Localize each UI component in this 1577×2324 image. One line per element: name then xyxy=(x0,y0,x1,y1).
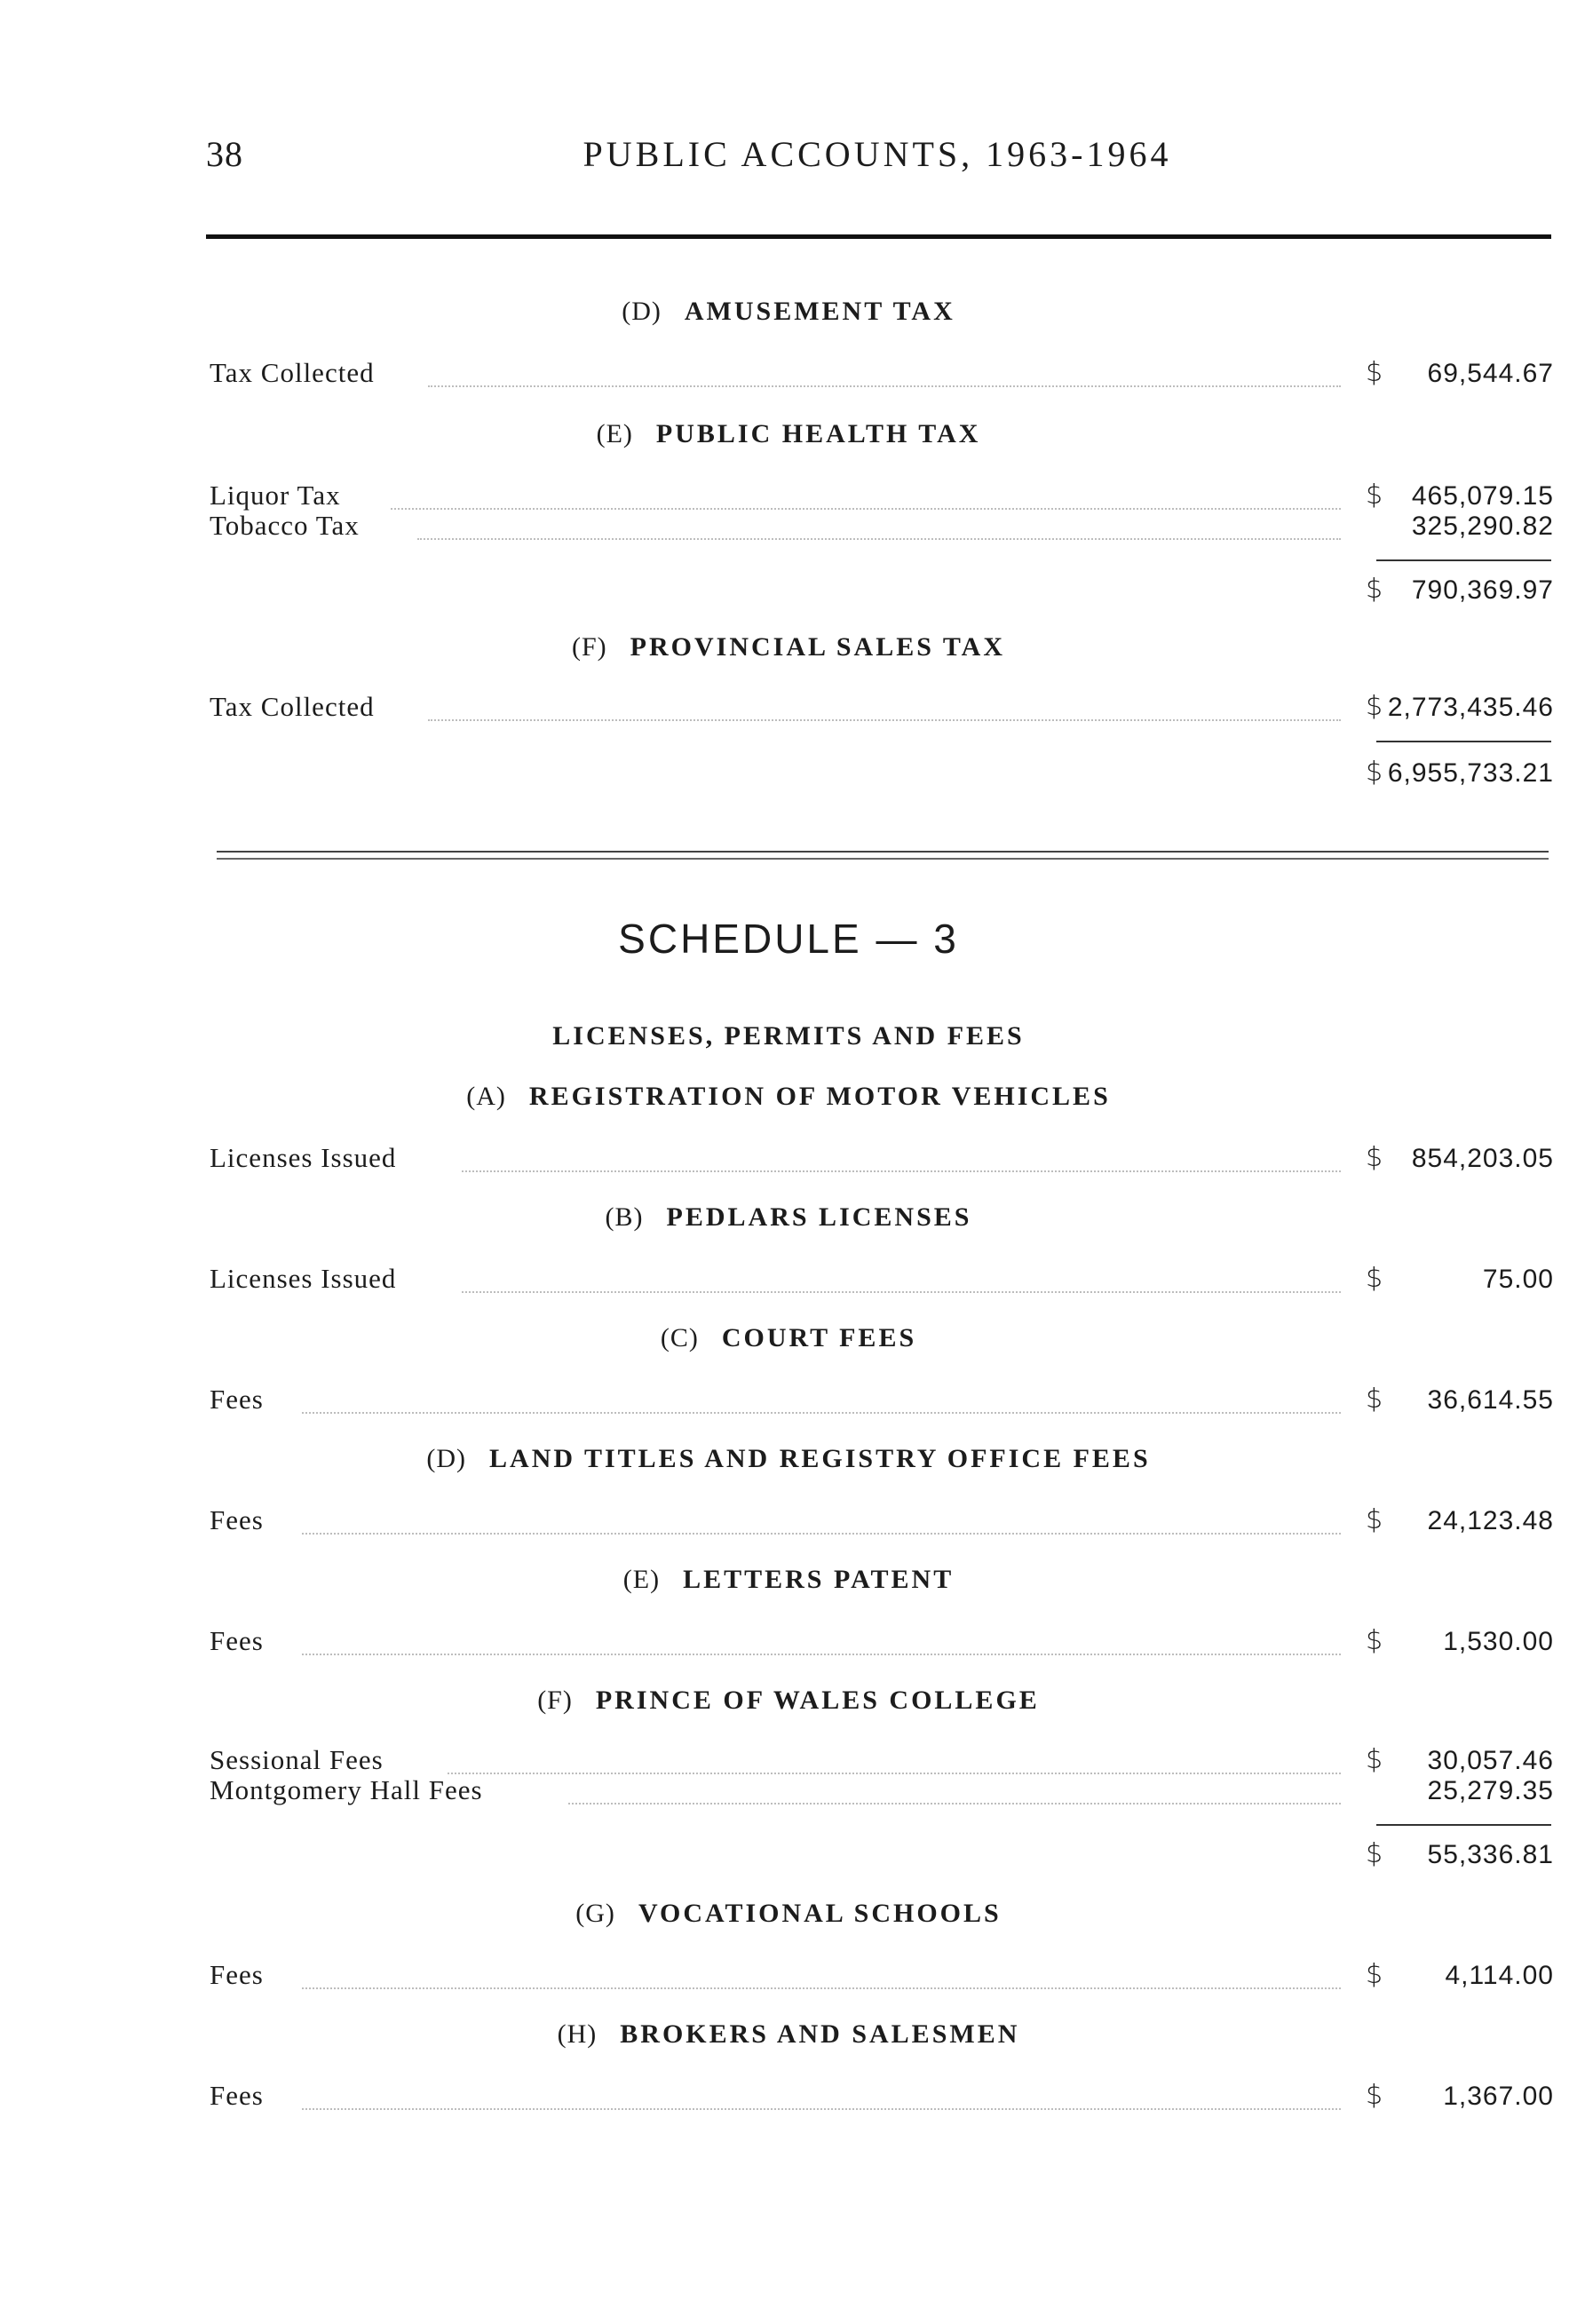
dot-leader xyxy=(428,385,1341,387)
subtotal-rule xyxy=(1376,559,1551,561)
dot-leader xyxy=(302,1412,1341,1414)
section-heading-amusement-tax: (D) AMUSEMENT TAX xyxy=(622,297,955,326)
row-label: Licenses Issued xyxy=(210,1263,397,1294)
section-heading-prince-of-wales-college: (F) PRINCE OF WALES COLLEGE xyxy=(537,1685,1040,1715)
dot-leader xyxy=(462,1170,1341,1172)
schedule-subtitle: LICENSES, PERMITS AND FEES xyxy=(552,1021,1025,1051)
currency-sign: $ xyxy=(1366,480,1383,511)
section-separator xyxy=(217,858,1549,860)
schedule-title: SCHEDULE — 3 xyxy=(618,916,959,962)
row-amount: 24,123.48 xyxy=(1427,1506,1554,1535)
section-heading-motor-vehicles: (A) REGISTRATION OF MOTOR VEHICLES xyxy=(466,1082,1111,1111)
row-amount: 1,367.00 xyxy=(1443,2082,1554,2111)
dot-leader xyxy=(462,1291,1341,1293)
row-amount: 1,530.00 xyxy=(1443,1627,1554,1656)
dot-leader xyxy=(448,1773,1341,1774)
dot-leader xyxy=(302,1654,1341,1655)
section-heading-pedlars-licenses: (B) PEDLARS LICENSES xyxy=(605,1202,972,1232)
row-label: Sessional Fees xyxy=(210,1744,384,1775)
dot-leader xyxy=(302,2108,1341,2110)
grand-total-amount: 6,955,733.21 xyxy=(1387,758,1554,788)
currency-sign: $ xyxy=(1366,1142,1383,1173)
row-label: Fees xyxy=(210,2080,264,2111)
section-heading-court-fees: (C) COURT FEES xyxy=(660,1323,917,1352)
row-label: Fees xyxy=(210,1959,264,1990)
currency-sign: $ xyxy=(1366,1504,1383,1535)
header-rule xyxy=(206,234,1551,239)
row-label: Fees xyxy=(210,1625,264,1656)
dot-leader xyxy=(302,1533,1341,1535)
currency-sign: $ xyxy=(1366,1744,1383,1775)
page-number: 38 xyxy=(206,134,243,174)
row-label: Tobacco Tax xyxy=(210,510,360,541)
row-label: Fees xyxy=(210,1384,264,1415)
dot-leader xyxy=(428,719,1341,721)
currency-sign: $ xyxy=(1366,691,1383,722)
row-label: Tax Collected xyxy=(210,691,375,722)
row-amount: 75.00 xyxy=(1482,1265,1554,1294)
currency-sign: $ xyxy=(1366,1838,1383,1869)
subtotal-rule xyxy=(1376,1824,1551,1826)
dot-leader xyxy=(417,538,1341,540)
row-label: Licenses Issued xyxy=(210,1142,397,1173)
dot-leader xyxy=(391,508,1341,510)
section-heading-provincial-sales-tax: (F) PROVINCIAL SALES TAX xyxy=(572,632,1005,662)
currency-sign: $ xyxy=(1366,1263,1383,1294)
row-amount: 325,290.82 xyxy=(1411,512,1554,541)
section-heading-letters-patent: (E) LETTERS PATENT xyxy=(622,1565,955,1594)
page-title: PUBLIC ACCOUNTS, 1963-1964 xyxy=(582,134,1172,174)
currency-sign: $ xyxy=(1366,574,1383,605)
section-heading-public-health-tax: (E) PUBLIC HEALTH TAX xyxy=(596,419,981,448)
row-amount: 4,114.00 xyxy=(1445,1961,1554,1990)
section-separator xyxy=(217,851,1549,853)
currency-sign: $ xyxy=(1366,2080,1383,2111)
section-heading-vocational-schools: (G) VOCATIONAL SCHOOLS xyxy=(575,1899,1002,1928)
currency-sign: $ xyxy=(1366,1384,1383,1415)
row-label: Montgomery Hall Fees xyxy=(210,1774,483,1805)
currency-sign: $ xyxy=(1366,357,1383,388)
row-amount: 36,614.55 xyxy=(1427,1385,1554,1415)
section-heading-brokers-and-salesmen: (H) BROKERS AND SALESMEN xyxy=(557,2019,1020,2049)
subtotal-amount: 55,336.81 xyxy=(1427,1840,1554,1869)
row-label: Fees xyxy=(210,1504,264,1535)
row-amount: 30,057.46 xyxy=(1427,1746,1554,1775)
row-amount: 854,203.05 xyxy=(1411,1144,1554,1173)
subtotal-amount: 790,369.97 xyxy=(1411,575,1554,605)
dot-leader xyxy=(568,1803,1341,1804)
currency-sign: $ xyxy=(1366,757,1383,788)
currency-sign: $ xyxy=(1366,1625,1383,1656)
row-amount: 465,079.15 xyxy=(1411,481,1554,511)
dot-leader xyxy=(302,1987,1341,1989)
section-heading-land-titles: (D) LAND TITLES AND REGISTRY OFFICE FEES xyxy=(426,1444,1151,1473)
row-amount: 25,279.35 xyxy=(1427,1776,1554,1805)
row-label: Liquor Tax xyxy=(210,480,341,511)
row-label: Tax Collected xyxy=(210,357,375,388)
row-amount: 69,544.67 xyxy=(1427,359,1554,388)
row-amount: 2,773,435.46 xyxy=(1387,693,1554,722)
currency-sign: $ xyxy=(1366,1959,1383,1990)
subtotal-rule xyxy=(1376,741,1551,742)
